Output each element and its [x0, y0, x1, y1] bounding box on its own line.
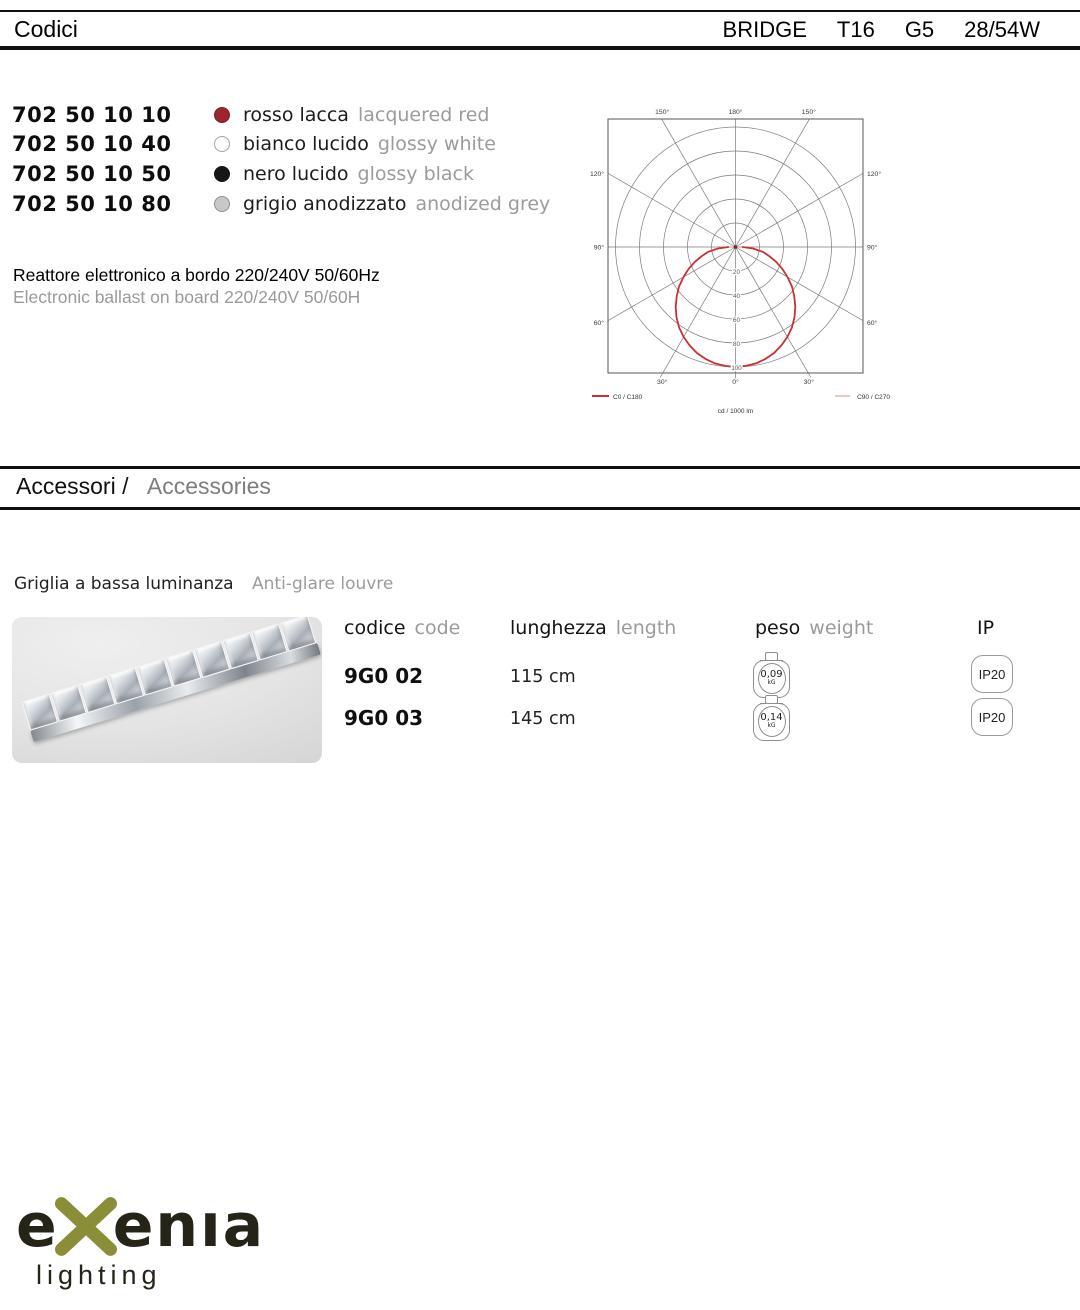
svg-text:150°: 150°	[655, 109, 670, 116]
accessory-length: 145 cm	[510, 709, 576, 729]
column-header-length	[510, 617, 676, 639]
color-name-it: rosso lacca	[243, 103, 349, 126]
louvre-caption-en: Anti-glare louvre	[252, 574, 394, 594]
divider-accessories-top	[0, 466, 1080, 469]
page-title: Codici	[14, 16, 78, 42]
photometric-chart	[582, 104, 894, 416]
weight-unit: kG	[767, 722, 776, 729]
svg-text:cd / 1000 lm: cd / 1000 lm	[717, 408, 754, 415]
color-dot-grey-icon	[214, 196, 230, 212]
svg-text:90°: 90°	[593, 244, 604, 252]
accessories-title	[16, 473, 271, 500]
accessories-title-it: Accessori /	[16, 473, 129, 499]
ballast-note-it: Reattore elettronico a bordo 220/240V 50/60Hz	[13, 265, 380, 285]
column-header-ip	[977, 617, 994, 639]
logo-tagline: lighting	[36, 1260, 162, 1290]
weight-oval	[758, 663, 786, 694]
svg-text:60°: 60°	[867, 320, 878, 327]
header-en: length	[615, 617, 677, 639]
svg-text:90°: 90°	[867, 244, 878, 252]
color-dot-black-icon	[214, 166, 230, 182]
svg-text:0°: 0°	[732, 379, 739, 386]
color-name-it: bianco lucido	[243, 133, 369, 156]
louvre-caption	[14, 574, 393, 594]
svg-text:40: 40	[733, 293, 740, 300]
ip-badge: IP20	[971, 655, 1013, 693]
code-number: 702 50 10 80	[12, 191, 172, 216]
svg-text:30°: 30°	[803, 379, 814, 386]
svg-text:60: 60	[733, 317, 740, 324]
code-row	[12, 100, 612, 130]
divider-top	[0, 10, 1080, 12]
header-it: peso	[755, 617, 801, 639]
svg-text:60°: 60°	[593, 320, 604, 327]
header-en: weight	[809, 617, 874, 639]
weight-icon	[753, 695, 791, 741]
svg-text:30°: 30°	[657, 379, 668, 386]
svg-text:120°: 120°	[589, 171, 604, 178]
header-en: code	[414, 617, 461, 639]
color-dot-red-icon	[214, 107, 230, 123]
divider-accessories-bottom	[0, 507, 1080, 510]
weight-oval	[758, 706, 786, 737]
svg-text:150°: 150°	[801, 109, 816, 116]
svg-text:20: 20	[733, 269, 740, 276]
logo-text-enia: enıa	[112, 1191, 266, 1261]
weight-icon	[753, 652, 791, 698]
product-socket: G5	[904, 17, 935, 42]
svg-text:100: 100	[731, 365, 742, 372]
product-header	[723, 17, 1040, 43]
header-it: lunghezza	[510, 617, 607, 639]
accessory-code: 9G0 03	[344, 706, 424, 730]
svg-text:180°: 180°	[728, 109, 743, 116]
codes-list	[12, 100, 612, 218]
color-name-en: lacquered red	[357, 103, 490, 126]
color-name-en: glossy black	[357, 162, 475, 185]
accessory-length: 115 cm	[510, 667, 576, 687]
code-row	[12, 189, 612, 219]
louvre-caption-it: Griglia a bassa luminanza	[14, 574, 234, 594]
column-header-code	[344, 617, 460, 639]
color-name-en: anodized grey	[415, 192, 551, 215]
svg-text:120°: 120°	[867, 171, 882, 178]
ballast-note	[13, 264, 380, 308]
product-name: BRIDGE	[722, 17, 807, 42]
header-it: IP	[977, 617, 995, 639]
header-it: codice	[344, 617, 406, 639]
logo-text-e: e	[16, 1191, 59, 1261]
louvre-photo	[12, 617, 322, 763]
svg-text:80: 80	[733, 341, 740, 348]
svg-text:C0 / C180: C0 / C180	[613, 394, 643, 401]
code-number: 702 50 10 40	[12, 132, 172, 157]
weight-value: 0,09	[760, 669, 783, 680]
code-row	[12, 159, 612, 189]
accessory-code: 9G0 02	[344, 664, 424, 688]
product-lamp: T16	[836, 17, 875, 42]
brand-logo	[16, 1192, 265, 1291]
logo-x-icon	[56, 1192, 116, 1260]
louvre-bar	[22, 617, 322, 744]
code-row	[12, 130, 612, 160]
louvre-cells	[22, 617, 318, 731]
color-name-it: nero lucido	[243, 162, 349, 185]
weight-unit: kG	[767, 679, 776, 686]
code-number: 702 50 10 10	[12, 102, 172, 127]
divider-header	[0, 46, 1080, 50]
logo-wordmark	[16, 1192, 265, 1260]
product-wattage: 28/54W	[964, 17, 1040, 42]
ip-badge: IP20	[971, 698, 1013, 736]
color-name-en: glossy white	[377, 133, 496, 156]
ballast-note-en: Electronic ballast on board 220/240V 50/60H	[13, 287, 361, 307]
color-dot-white-icon	[214, 136, 230, 152]
color-name-it: grigio anodizzato	[243, 192, 407, 215]
column-header-weight	[755, 617, 873, 639]
weight-value: 0,14	[760, 712, 783, 723]
accessories-title-en: Accessories	[146, 473, 271, 499]
code-number: 702 50 10 50	[12, 161, 172, 186]
svg-text:C90 / C270: C90 / C270	[857, 394, 890, 401]
